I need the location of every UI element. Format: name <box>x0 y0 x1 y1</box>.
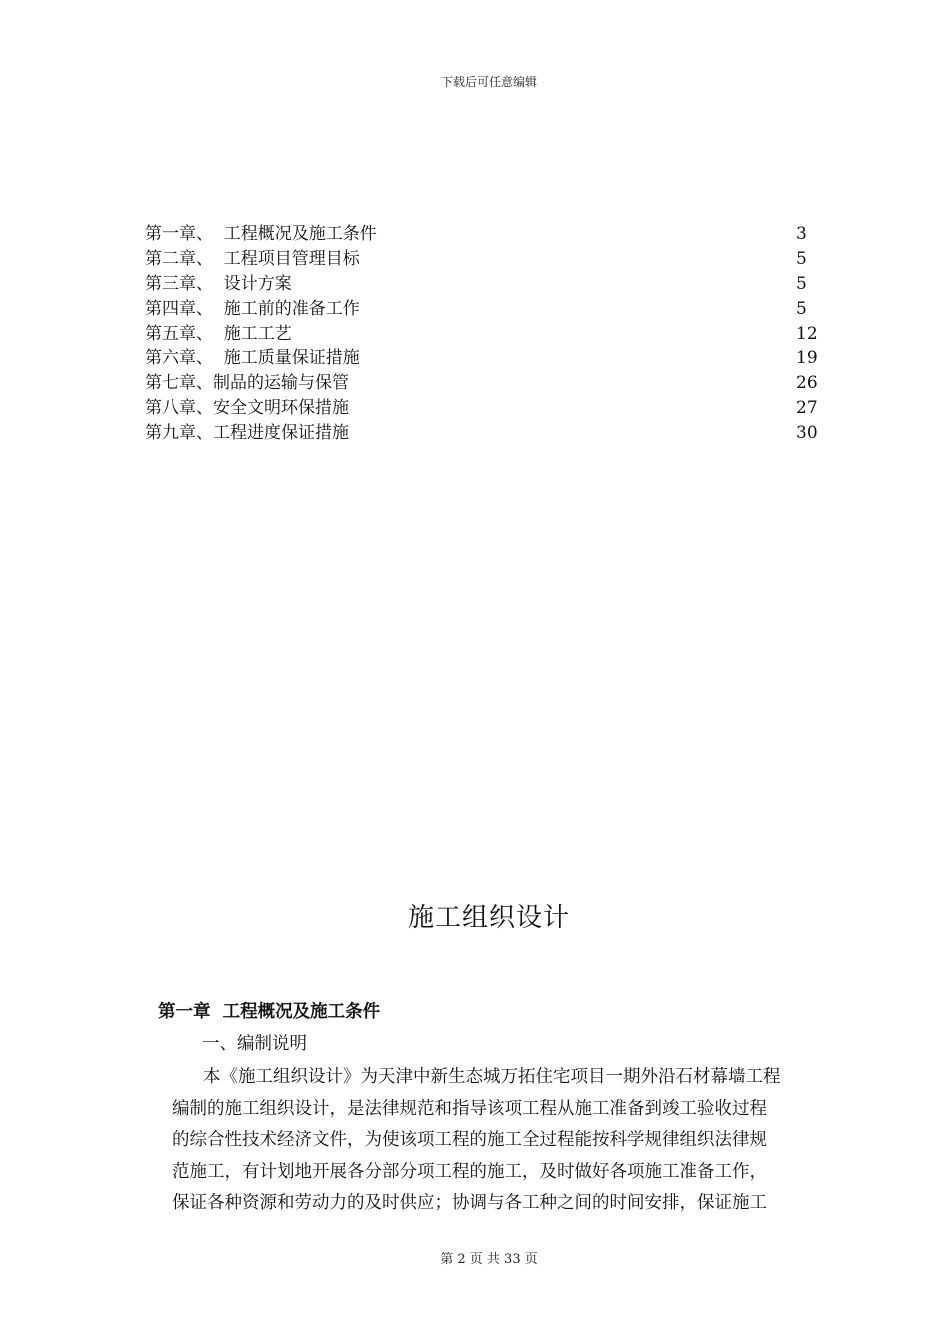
toc-entry-page: 5 <box>796 298 807 319</box>
section-heading: 一、编制说明 <box>202 1034 307 1054</box>
toc-entry <box>145 322 825 347</box>
toc-entry <box>145 371 825 396</box>
toc-entry-label: 第一章、 工程概况及施工条件 <box>145 224 377 244</box>
toc-entry-page: 5 <box>796 273 807 294</box>
toc-entry-label: 第二章、 工程项目管理目标 <box>145 248 360 269</box>
toc-entry-page: 19 <box>796 348 818 369</box>
header-note: 下载后可任意编辑 <box>440 75 537 89</box>
toc-entry <box>145 247 825 272</box>
toc-entry-label: 第五章、 施工工艺 <box>145 323 292 344</box>
document-title: 施工组织设计 <box>407 903 570 933</box>
chapter-heading: 第一章 工程概况及施工条件 <box>158 1002 381 1022</box>
toc-entry-page: 3 <box>796 224 807 244</box>
toc-entry-page: 12 <box>796 323 818 344</box>
table-of-contents <box>145 222 825 446</box>
toc-entry-page: 30 <box>796 423 818 444</box>
toc-entry-page: 5 <box>796 248 807 269</box>
toc-entry <box>145 396 825 421</box>
toc-entry <box>145 297 825 322</box>
body-line: 范施工，有计划地开展各分部分项工程的施工，及时做好各项施工准备工作， <box>172 1161 767 1182</box>
toc-entry <box>145 222 825 247</box>
toc-entry-label: 第三章、 设计方案 <box>145 273 292 294</box>
toc-entry-page: 26 <box>796 373 818 394</box>
body-paragraph <box>172 1062 840 1220</box>
toc-entry-label: 第八章、安全文明环保措施 <box>145 398 349 419</box>
toc-entry-label: 第六章、 施工质量保证措施 <box>145 348 360 369</box>
body-line: 本《施工组织设计》为天津中新生态城万拓住宅项目一期外沿石材幕墙工程 <box>203 1067 781 1087</box>
body-line: 编制的施工组织设计，是法律规范和指导该项工程从施工准备到竣工验收过程 <box>172 1098 767 1119</box>
toc-entry-label: 第九章、工程进度保证措施 <box>145 423 349 444</box>
toc-entry-label: 第七章、制品的运输与保管 <box>145 373 349 394</box>
body-line: 保证各种资源和劳动力的及时供应；协调与各工种之间的时间安排，保证施工 <box>172 1193 767 1213</box>
toc-entry <box>145 421 825 446</box>
toc-entry-label: 第四章、 施工前的准备工作 <box>145 298 360 319</box>
toc-entry <box>145 272 825 297</box>
body-line: 的综合性技术经济文件，为使该项工程的施工全过程能按科学规律组织法律规 <box>172 1130 767 1150</box>
toc-entry <box>145 346 825 371</box>
page-footer: 第 2 页 共 33 页 <box>440 1252 538 1267</box>
toc-entry-page: 27 <box>796 398 818 419</box>
